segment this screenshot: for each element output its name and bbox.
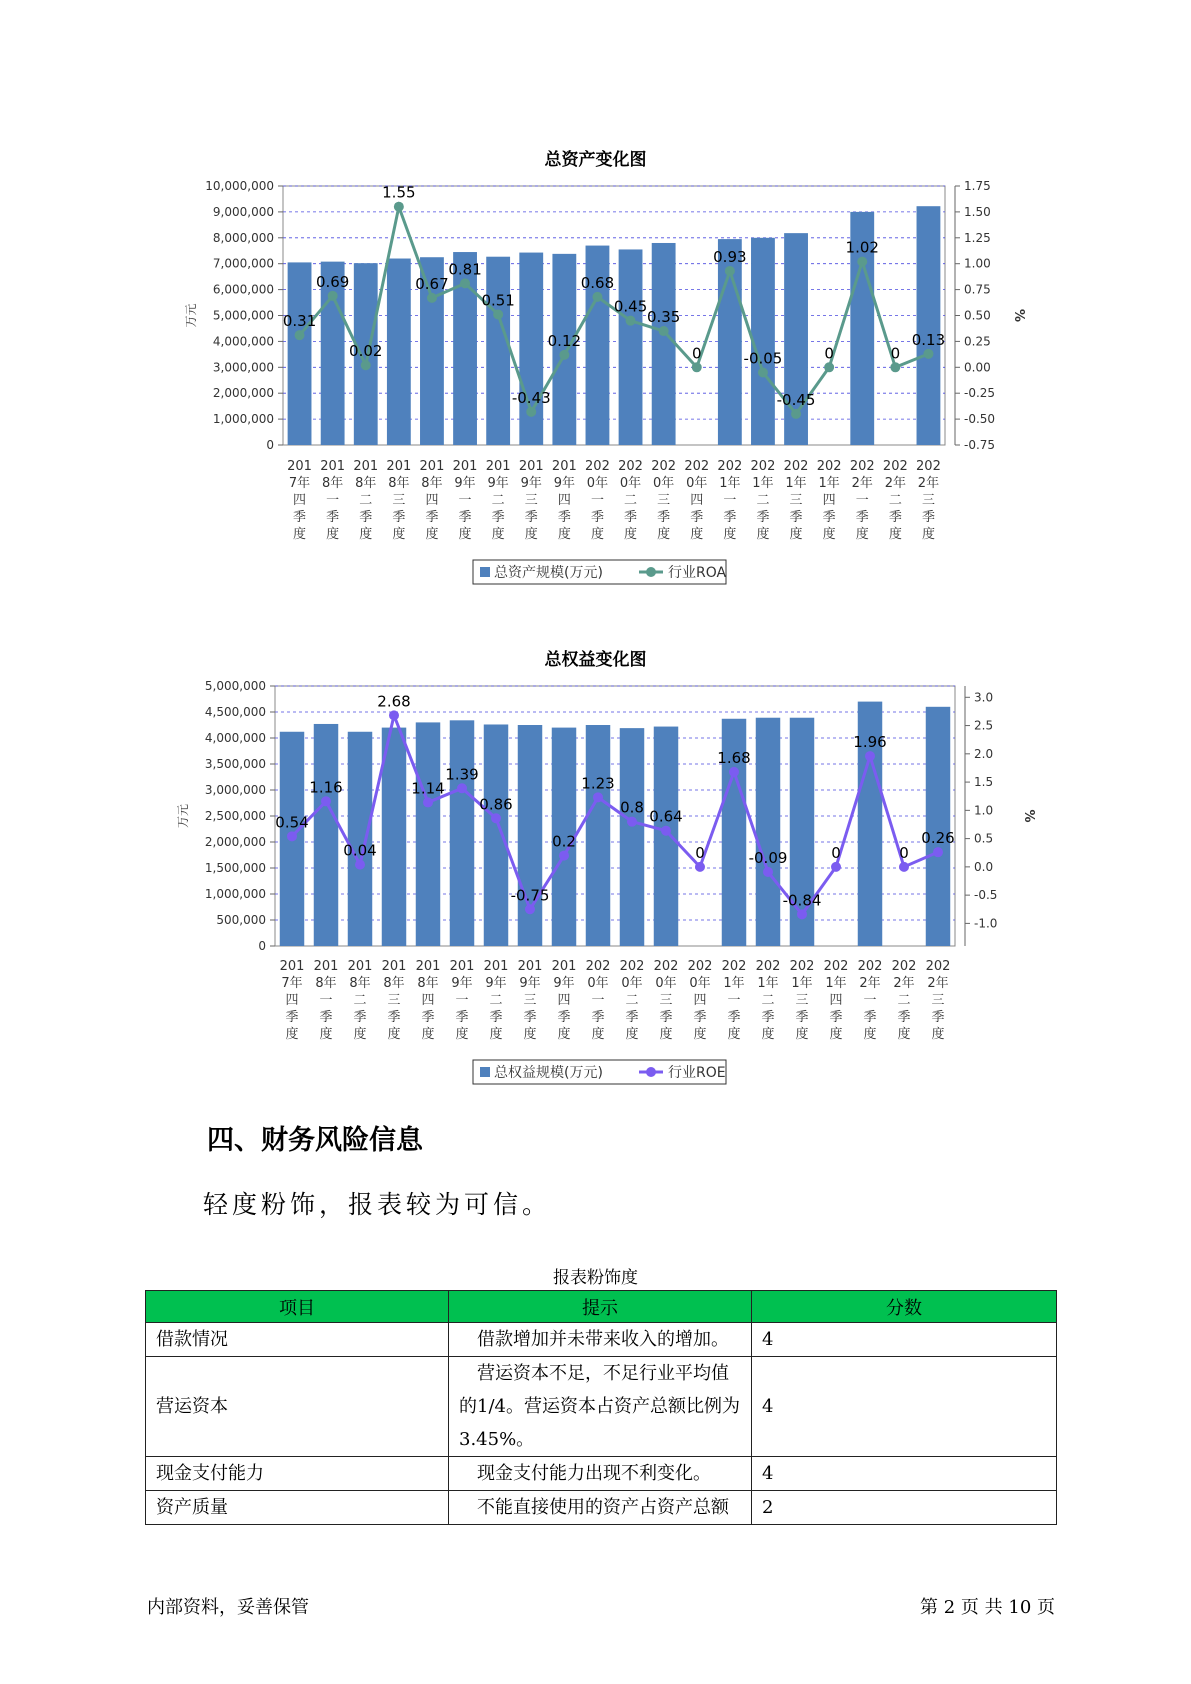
line-point — [899, 862, 909, 872]
y2-tick-label: 1.5 — [974, 775, 994, 790]
y-tick-label: 4,000,000 — [204, 731, 266, 745]
y2-tick-label: 1.75 — [964, 179, 991, 193]
line-point — [525, 904, 535, 914]
legend-swatch-bar — [480, 1067, 490, 1077]
data-label: -0.75 — [510, 886, 550, 905]
data-label: 0.86 — [479, 795, 513, 814]
line-point — [423, 797, 433, 807]
category-label: 201 9年一季度 — [449, 959, 475, 1042]
data-label: 0.2 — [552, 832, 576, 851]
category-label: 201 8年三季度 — [386, 459, 412, 542]
data-label: 0.93 — [713, 247, 747, 266]
data-label: 0.12 — [547, 331, 582, 350]
y-axis-label: 万元 — [176, 803, 190, 829]
row-item: 资产质量 — [146, 1491, 449, 1525]
y2-tick-label: 2.0 — [974, 746, 994, 761]
y-tick-label: 1,500,000 — [204, 861, 266, 875]
row-score: 4 — [752, 1323, 1057, 1357]
category-label: 201 9年三季度 — [517, 959, 543, 1042]
data-label: 0.51 — [481, 291, 515, 310]
row-hint: 营运资本不足，不足行业平均值的1/4。营运资本占资产总额比例为3.45%。 — [449, 1357, 752, 1457]
y-tick-label: 5,000,000 — [212, 308, 274, 323]
data-label: 1.02 — [845, 238, 879, 257]
line-point — [491, 813, 501, 823]
y2-tick-label: 0.25 — [964, 334, 991, 349]
y2-tick-label: 0.75 — [964, 282, 991, 297]
category-label: 201 8年三季度 — [381, 959, 407, 1042]
y2-tick-label: 0.5 — [974, 831, 994, 846]
line-point — [763, 867, 773, 877]
data-label: 1.23 — [581, 774, 615, 793]
data-label: 1.14 — [411, 779, 445, 798]
bar — [382, 728, 406, 946]
data-label: 0 — [890, 344, 901, 363]
category-label: 202 1年一季度 — [721, 959, 747, 1042]
table-row — [146, 1457, 1057, 1491]
data-label: 0.02 — [349, 342, 383, 361]
y2-tick-label: -0.5 — [974, 888, 998, 903]
row-hint: 借款增加并未带来收入的增加。 — [449, 1323, 752, 1357]
category-label: 201 9年四季度 — [551, 459, 577, 542]
line-point — [695, 862, 705, 872]
bar — [756, 718, 780, 946]
bar — [586, 725, 610, 946]
table-row — [146, 1357, 1057, 1457]
table-row — [146, 1323, 1057, 1357]
legend-label: 总资产规模(万元) — [494, 565, 603, 581]
category-label: 202 2年一季度 — [849, 459, 875, 542]
category-label: 201 9年二季度 — [483, 959, 509, 1042]
category-label: 202 1年一季度 — [717, 459, 743, 542]
data-label: 0.04 — [343, 841, 377, 860]
table-header-row — [146, 1291, 1057, 1323]
line-point — [593, 792, 603, 802]
data-label: 0.67 — [415, 274, 449, 293]
y2-tick-label: 1.50 — [964, 204, 991, 219]
bar — [654, 727, 678, 946]
row-score: 2 — [752, 1491, 1057, 1525]
data-label: 1.96 — [853, 733, 887, 752]
data-label: -0.05 — [743, 349, 783, 368]
y-tick-label: 3,000,000 — [212, 360, 274, 375]
bar — [314, 724, 338, 946]
category-label: 202 2年二季度 — [882, 459, 908, 542]
line-point — [933, 847, 943, 857]
category-label: 201 8年四季度 — [419, 459, 445, 542]
category-label: 202 2年一季度 — [857, 959, 883, 1042]
data-label: 0.68 — [580, 273, 615, 292]
category-label: 202 1年四季度 — [816, 459, 842, 542]
y2-tick-label: -0.75 — [964, 438, 996, 452]
y-tick-label: 4,500,000 — [204, 705, 266, 719]
y2-tick-label: 1.0 — [974, 803, 994, 818]
legend-label: 总权益规模(万元) — [494, 1065, 603, 1081]
data-label: -0.84 — [782, 891, 822, 910]
row-item: 营运资本 — [146, 1357, 449, 1457]
bar — [348, 732, 372, 946]
y2-tick-label: 0.50 — [964, 308, 991, 323]
y-tick-label: 10,000,000 — [205, 179, 274, 193]
whitewash-table — [145, 1290, 1057, 1525]
data-label: 0.54 — [275, 813, 309, 832]
col-header-item: 项目 — [146, 1291, 449, 1323]
table-row — [146, 1491, 1057, 1525]
category-label: 201 8年一季度 — [320, 459, 346, 542]
y2-tick-label: -1.0 — [974, 916, 998, 931]
data-label: 0 — [899, 843, 909, 862]
y2-tick-label: 2.5 — [974, 718, 994, 733]
bar — [450, 720, 474, 946]
risk-conclusion: 轻度粉饰，报表较为可信。 — [203, 1190, 552, 1219]
data-label: 1.39 — [445, 765, 479, 784]
data-label: -0.43 — [511, 388, 551, 407]
y2-tick-label: 1.00 — [964, 256, 991, 271]
category-label: 202 1年三季度 — [789, 959, 815, 1042]
category-label: 202 2年三季度 — [916, 459, 941, 542]
category-label: 201 7年四季度 — [287, 459, 312, 542]
line-point — [389, 710, 399, 720]
legend-label: 行业ROA — [668, 565, 727, 581]
line-point — [627, 817, 637, 827]
category-label: 202 2年三季度 — [925, 959, 951, 1042]
y-tick-label: 2,000,000 — [204, 835, 266, 849]
row-hint: 不能直接使用的资产占资产总额 — [449, 1491, 752, 1525]
data-label: 0.64 — [649, 807, 683, 826]
y-tick-label: 0 — [266, 438, 274, 452]
line-point — [355, 860, 365, 870]
data-label: -0.09 — [748, 848, 788, 867]
data-label: 0 — [824, 344, 834, 363]
bar — [620, 728, 644, 946]
data-label: 0.8 — [620, 798, 644, 817]
category-label: 201 9年一季度 — [452, 459, 478, 542]
y2-tick-label: 0.00 — [964, 360, 991, 375]
row-score: 4 — [752, 1457, 1057, 1491]
line-point — [831, 862, 841, 872]
y2-tick-label: -0.50 — [964, 412, 996, 427]
y-tick-label: 9,000,000 — [212, 204, 274, 219]
y2-tick-label: -0.25 — [964, 386, 996, 401]
table-caption: 报表粉饰度 — [553, 1268, 638, 1288]
category-label: 202 0年四季度 — [687, 959, 713, 1042]
row-item: 现金支付能力 — [146, 1457, 449, 1491]
y-tick-label: 3,500,000 — [204, 757, 266, 771]
chart-title: 总资产变化图 — [544, 150, 647, 170]
bar — [926, 707, 950, 946]
y-axis-label: 万元 — [184, 303, 198, 328]
data-label: 0.31 — [282, 312, 317, 331]
y-tick-label: 7,000,000 — [212, 256, 274, 271]
data-label: 0 — [831, 843, 841, 862]
category-label: 201 9年四季度 — [551, 959, 577, 1042]
category-label: 202 1年二季度 — [755, 959, 781, 1042]
category-label: 202 0年四季度 — [684, 459, 710, 542]
data-label: 1.55 — [382, 183, 416, 202]
category-label: 202 0年三季度 — [651, 459, 677, 542]
row-score: 4 — [752, 1357, 1057, 1457]
category-label: 201 8年二季度 — [353, 459, 379, 542]
legend-swatch-point — [646, 1067, 656, 1077]
category-label: 201 8年一季度 — [313, 959, 339, 1042]
data-label: 0.81 — [448, 260, 482, 279]
line-point — [457, 783, 467, 793]
line-point — [865, 751, 875, 761]
legend-label: 行业ROE — [668, 1065, 726, 1081]
line-point — [797, 909, 807, 919]
category-label: 201 9年二季度 — [485, 459, 511, 542]
y-tick-label: 500,000 — [216, 913, 266, 927]
y-tick-label: 5,000,000 — [204, 679, 266, 693]
category-label: 202 0年二季度 — [618, 459, 643, 542]
data-label: 1.68 — [717, 748, 751, 767]
category-label: 201 8年二季度 — [347, 959, 373, 1042]
y2-axis-label: % — [1021, 809, 1036, 823]
data-label: 0.69 — [315, 272, 350, 291]
category-label: 201 8年四季度 — [415, 959, 441, 1042]
data-label: 2.68 — [377, 692, 411, 711]
category-label: 202 0年一季度 — [585, 459, 610, 542]
row-hint: 现金支付能力出现不利变化。 — [449, 1457, 752, 1491]
data-label: 0.13 — [911, 330, 946, 349]
bar — [484, 724, 508, 946]
col-header-score: 分数 — [752, 1291, 1057, 1323]
footer-confidential: 内部资料，妥善保管 — [147, 1597, 309, 1618]
legend — [473, 1060, 726, 1084]
category-label: 202 1年三季度 — [783, 459, 809, 542]
chart-title: 总权益变化图 — [544, 650, 647, 670]
data-label: 0 — [695, 843, 705, 862]
category-label: 202 1年二季度 — [750, 459, 776, 542]
line-point — [287, 831, 297, 841]
y-tick-label: 2,500,000 — [204, 809, 266, 823]
data-label: 0 — [691, 344, 702, 363]
y-tick-label: 0 — [258, 939, 266, 953]
y2-tick-label: 0.0 — [974, 859, 994, 874]
line-point — [729, 767, 739, 777]
section-heading: 四、财务风险信息 — [207, 1125, 423, 1156]
data-label: -0.45 — [776, 390, 816, 409]
y-tick-label: 2,000,000 — [212, 386, 274, 401]
y2-axis-label: % — [1011, 308, 1026, 323]
bar — [416, 722, 440, 946]
category-label: 202 2年二季度 — [891, 959, 917, 1042]
col-header-hint: 提示 — [449, 1291, 752, 1323]
y-tick-label: 6,000,000 — [212, 282, 274, 297]
y2-tick-label: 1.25 — [964, 230, 991, 245]
y-tick-label: 1,000,000 — [212, 412, 274, 427]
category-label: 202 0年一季度 — [585, 959, 611, 1042]
y-tick-label: 8,000,000 — [212, 230, 274, 245]
category-label: 202 0年三季度 — [653, 959, 679, 1042]
y-tick-label: 1,000,000 — [204, 887, 266, 901]
line-point — [321, 796, 331, 806]
y2-tick-label: 3.0 — [974, 690, 994, 705]
category-label: 202 1年四季度 — [823, 959, 849, 1042]
line-point — [559, 851, 569, 861]
data-label: 1.16 — [309, 778, 343, 797]
category-label: 201 7年四季度 — [279, 959, 305, 1042]
y-tick-label: 3,000,000 — [204, 783, 266, 797]
line-point — [661, 826, 671, 836]
data-label: 0.26 — [921, 829, 955, 848]
y-tick-label: 4,000,000 — [212, 334, 274, 349]
footer-page-number: 第 2 页 共 10 页 — [920, 1597, 1055, 1618]
row-item: 借款情况 — [146, 1323, 449, 1357]
data-label: 0.45 — [613, 297, 648, 316]
data-label: 0.35 — [646, 308, 681, 327]
category-label: 202 0年二季度 — [619, 959, 645, 1042]
category-label: 201 9年三季度 — [518, 459, 544, 542]
